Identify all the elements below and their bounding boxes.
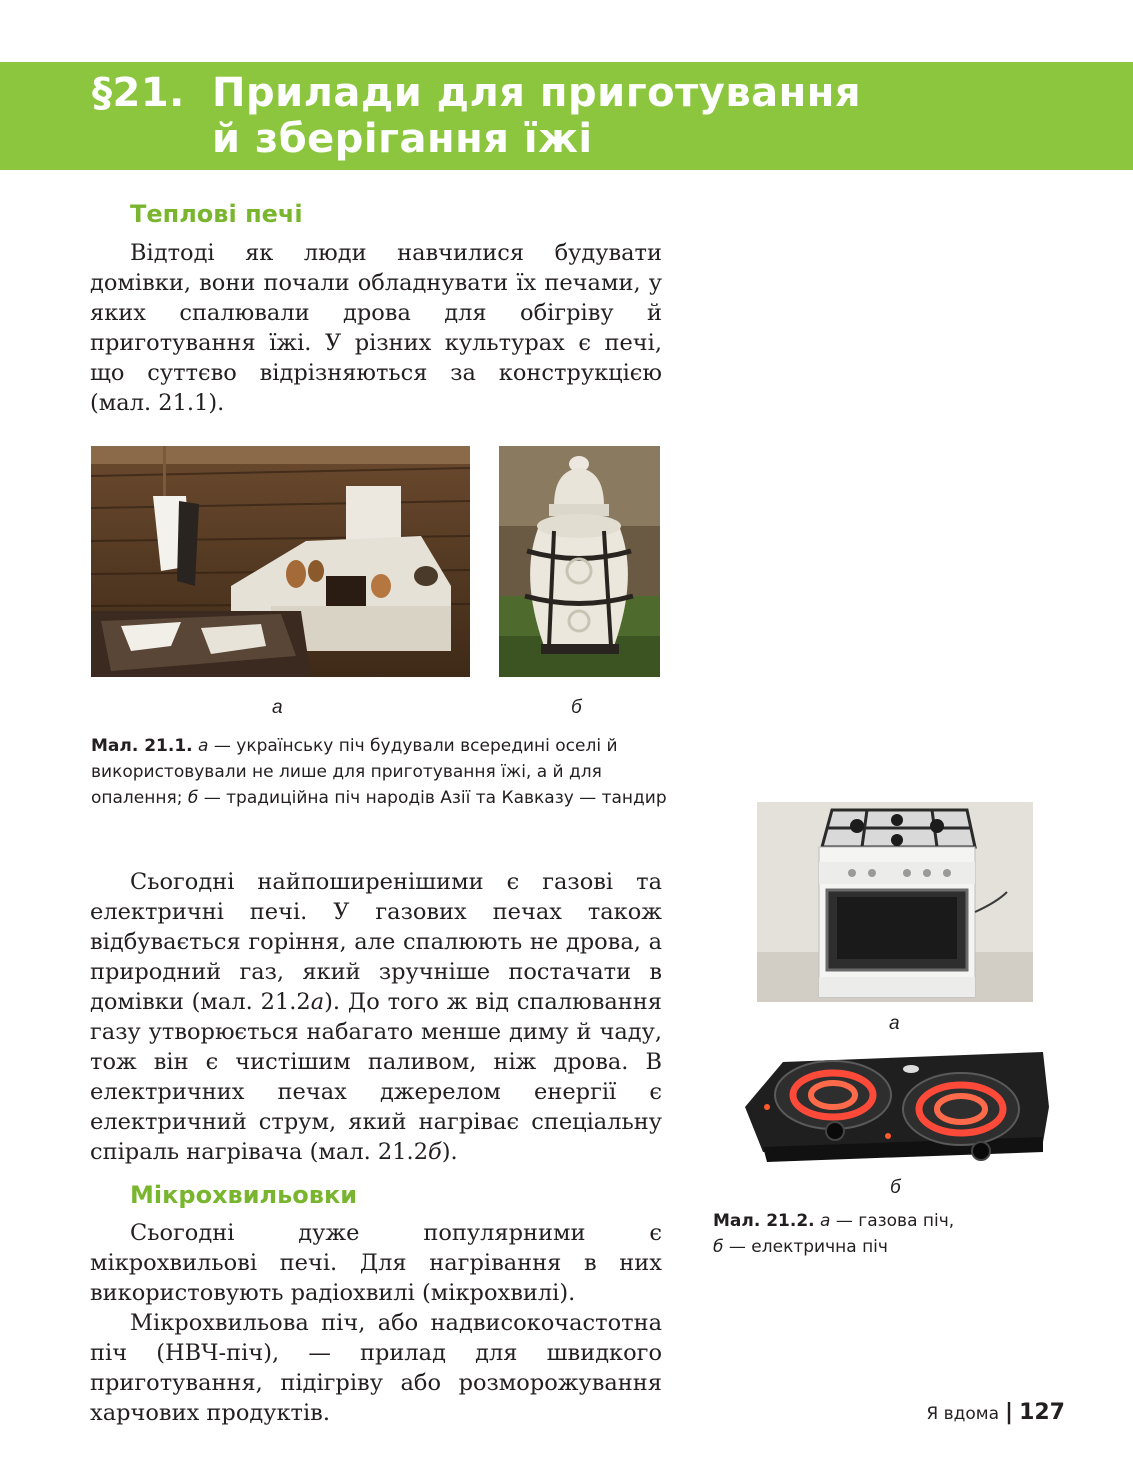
caption-text: — традиційна піч народів Азії та Кавказу — тандир [198,788,667,808]
page-footer [926,1400,1065,1425]
photo-gas-stove [757,802,1033,1002]
paragraph-microwave [90,1218,662,1428]
caption-item-letter: б [187,788,199,808]
caption-label: Мал. 21.1. [91,736,193,756]
photo-ukrainian-stove [91,446,470,677]
section-heading-heat-stoves: Теплові печі [130,200,303,228]
paragraph-text: Мікрохвильова піч, або надвисокочастотна піч (НВЧ-піч), — прилад для швидкого приготування, підігріву або розморожування харчових продуктів. [90,1310,662,1426]
caption-item-letter: а [820,1211,831,1231]
caption-text: — газова піч, [830,1211,955,1231]
caption-label: Мал. 21.2. [713,1211,815,1231]
chapter-banner [0,62,1133,170]
page-title-line2: й зберігання їжі [212,116,593,162]
paragraph-text: Сьогодні найпоширенішими є газові та електричні печі. У газових печах також відбувається горіння, але спалюють не дрова, а природний газ, який зручніше постачати в домівки (мал. 21.2а). До того ж від спалювання газу утворюється набагато менше диму й чаду, тож він є чистішим паливом, ніж дрова. В електричних печах джерелом енергії є електричний струм, який нагріває спеціальну спіраль нагрівача (мал. 21.2б). [90,869,662,1165]
figure2-label-a: а [889,1013,900,1034]
figure1-caption [91,733,671,811]
footer-section-name: Я вдома [926,1404,1000,1424]
figure2-caption [713,1208,1043,1260]
footer-separator: | [1005,1400,1014,1425]
paragraph-number: §21. [92,70,185,116]
page-number: 127 [1019,1400,1065,1425]
caption-item-letter: б [713,1237,724,1257]
caption-item-letter: а [198,736,209,756]
paragraph-gas-electric [90,867,662,1167]
caption-text: — електрична піч [723,1237,888,1257]
section-heading-microwaves: Мікрохвильовки [130,1181,358,1209]
figure1-label-b: б [571,697,582,718]
page-title-line1: Прилади для приготування [212,70,862,116]
caption-text: — українську піч будували всередині оселі й використовували не лише для приготування їжі, а й для опалення; [91,736,618,808]
paragraph-intro [90,238,662,418]
figure2-label-b: б [890,1177,901,1198]
paragraph-text: Сьогодні дуже популярними є мікрохвильові печі. Для нагрівання в них використовують радіохвилі (мікрохвилі). [90,1220,662,1306]
photo-tandoor [499,446,660,677]
paragraph-text: Відтоді як люди навчилися будувати домівки, вони почали обладнувати їх печами, у яких спалювали дрова для обігріву й приготування їжі. У різних культурах є печі, що суттєво відрізняються за конструкцією (мал. 21.1). [90,240,662,416]
figure1-label-a: а [272,697,283,718]
photo-electric-stove [743,1047,1051,1167]
